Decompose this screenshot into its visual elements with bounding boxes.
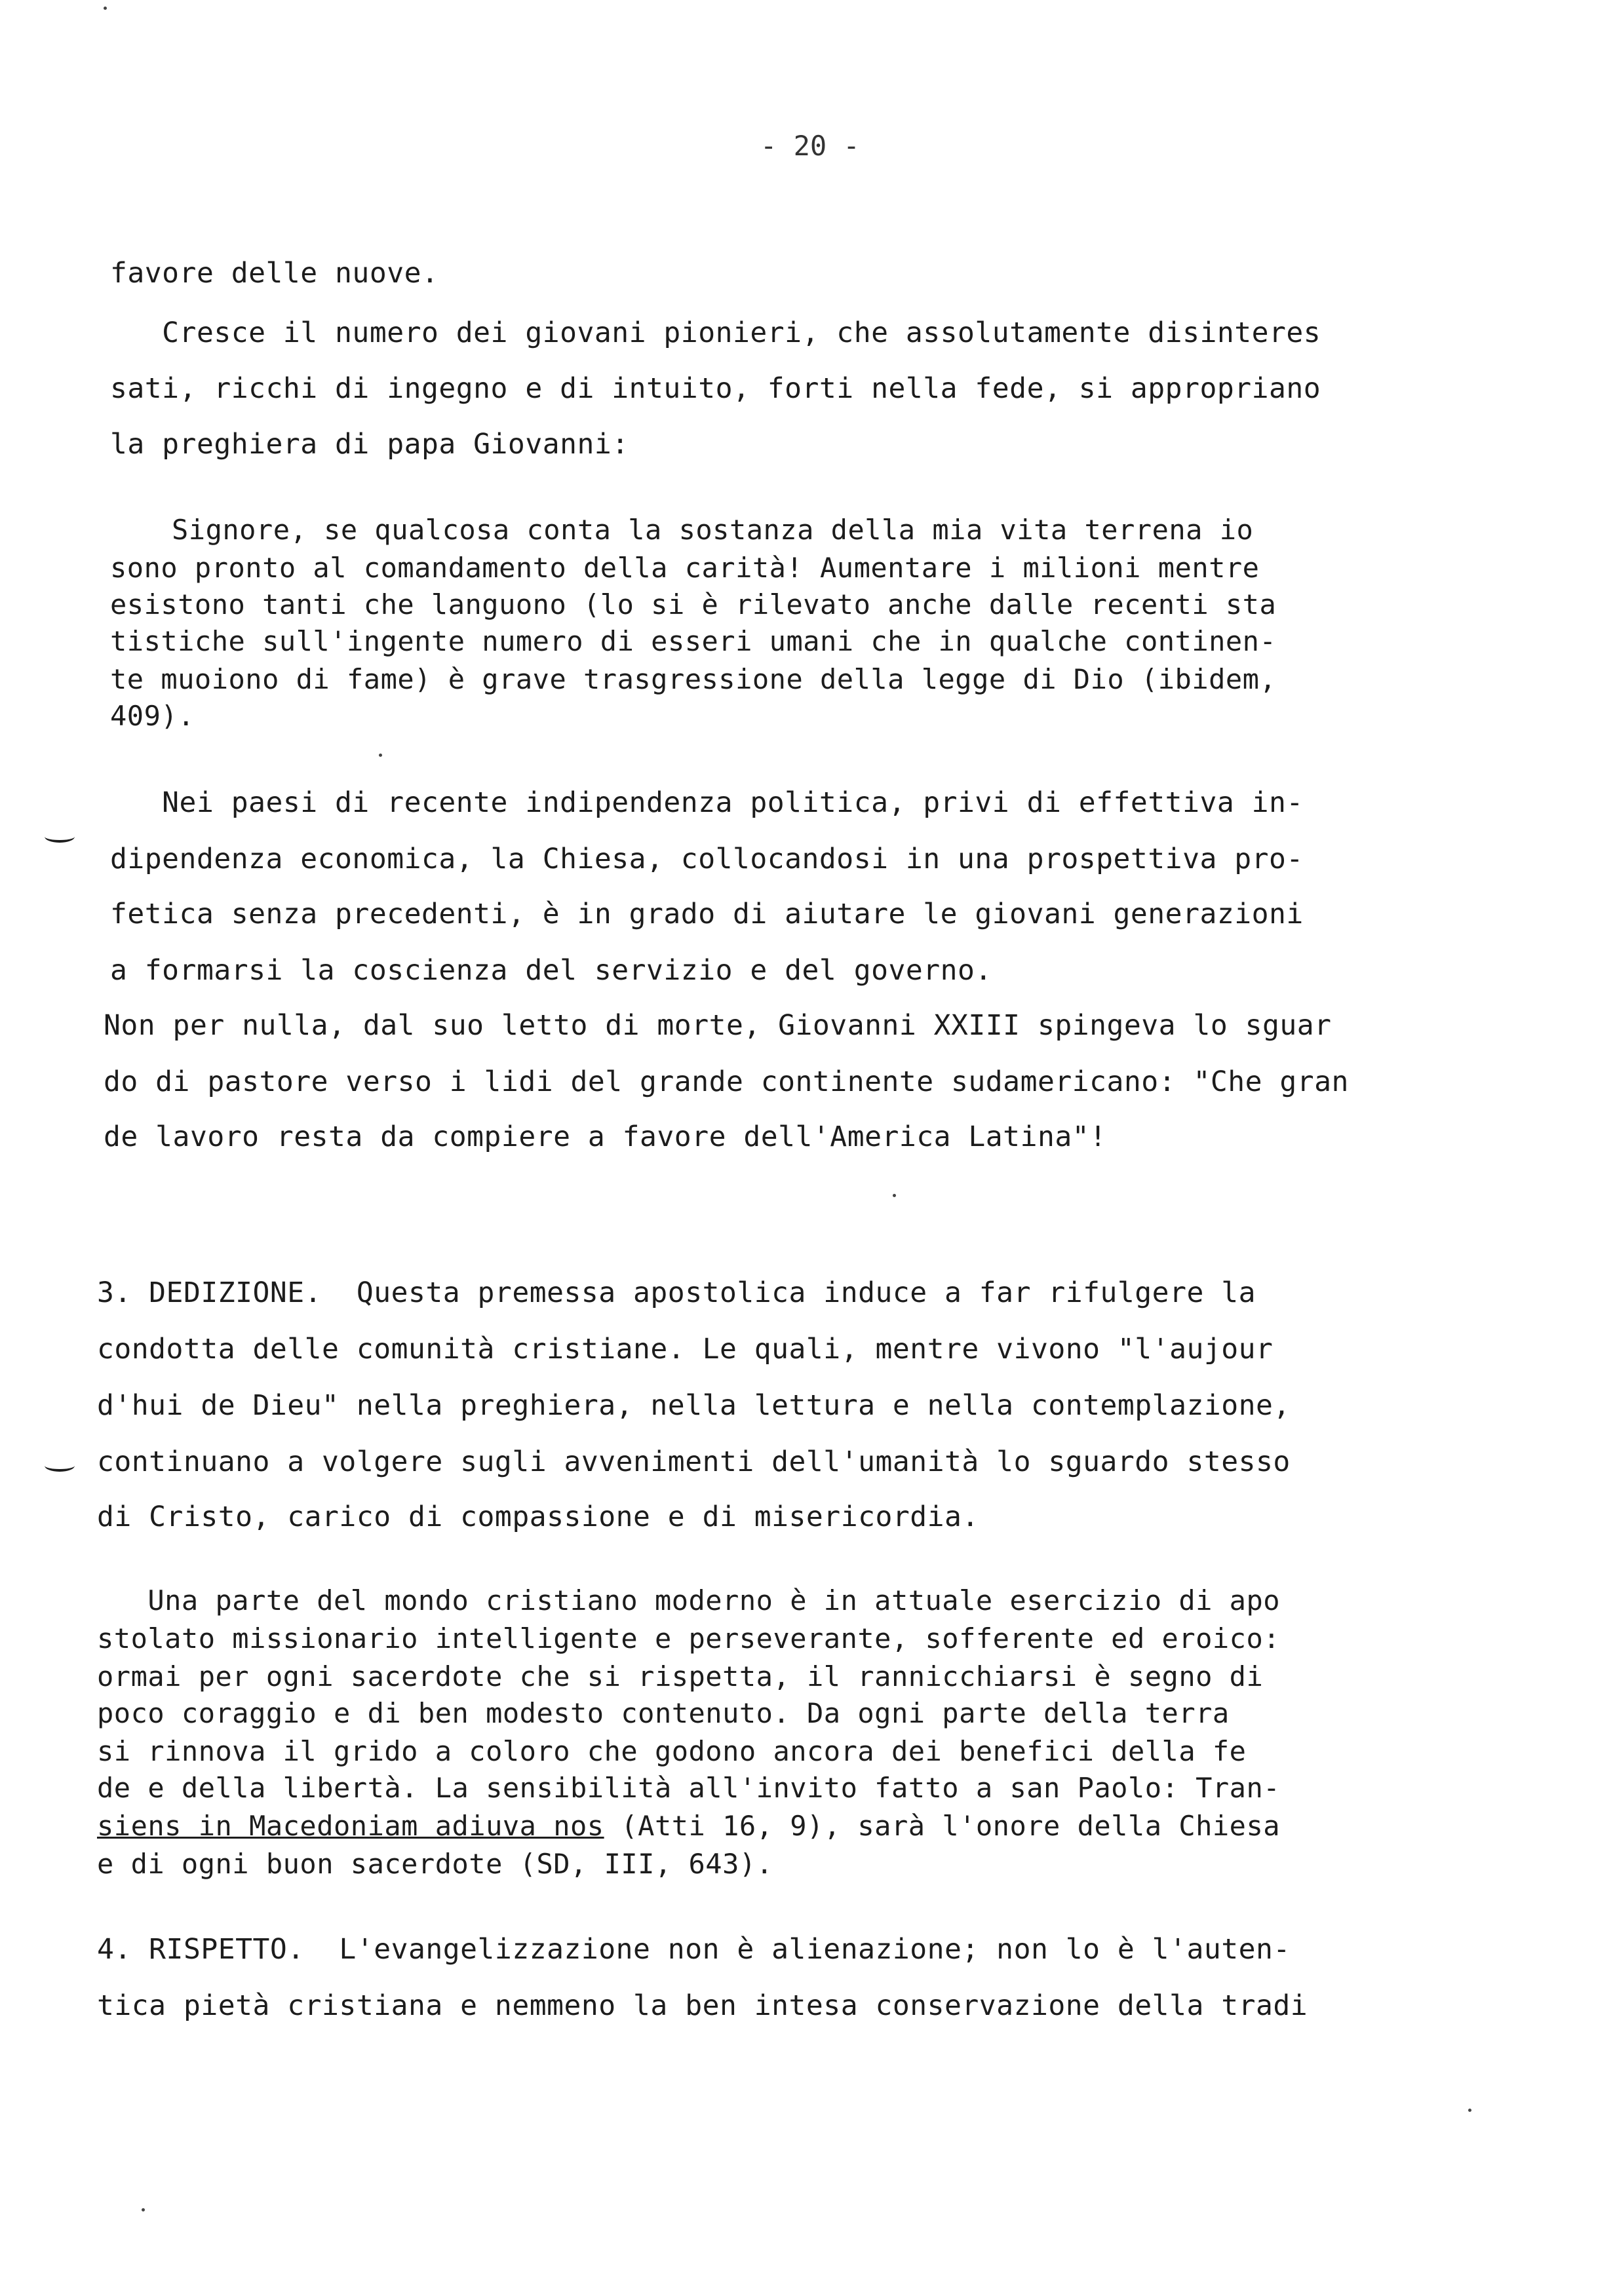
quote-line: te muoiono di fame) è grave trasgressione della legge di Dio (ibidem,: [110, 663, 1277, 695]
quote-line: esistono tanti che languono (lo si è rilevato anche dalle recenti sta: [110, 588, 1277, 621]
text-line: tica pietà cristiana e nemmeno la ben intesa conservazione della tradi: [97, 1989, 1308, 2022]
text-line: stolato missionario intelligente e perseverante, sofferente ed eroico:: [97, 1622, 1281, 1655]
text-line: e di ogni buon sacerdote (SD, III, 643).: [97, 1848, 773, 1880]
text-line: de e della libertà. La sensibilità all'invito fatto a san Paolo: Tran-: [97, 1772, 1281, 1804]
text-line: ormai per ogni sacerdote che si rispetta, il rannicchiarsi è segno di: [97, 1660, 1264, 1693]
text-line: poco coraggio e di ben modesto contenuto. Da ogni parte della terra: [97, 1697, 1230, 1729]
scan-speck: [1468, 2109, 1471, 2112]
section-heading-line: 4. RISPETTO. L'evangelizzazione non è alienazione; non lo è l'auten-: [97, 1933, 1291, 1966]
text-line: Una parte del mondo cristiano moderno è in attuale esercizio di apo: [97, 1584, 1281, 1617]
text-span: (Atti 16, 9), sarà l'onore della Chiesa: [604, 1810, 1281, 1842]
text-line: si rinnova il grido a coloro che godono ancora dei benefici della fe: [97, 1735, 1247, 1767]
text-line: Cresce il numero dei giovani pionieri, che assolutamente disinteres: [110, 316, 1321, 349]
margin-check-mark: [45, 827, 75, 843]
text-line: fetica senza precedenti, è in grado di aiutare le giovani generazioni: [110, 898, 1304, 930]
page-number: - 20 -: [760, 130, 860, 162]
quote-line: 409).: [110, 700, 195, 732]
text-line: condotta delle comunità cristiane. Le quali, mentre vivono "l'aujour: [97, 1333, 1274, 1366]
text-line: dipendenza economica, la Chiesa, collocandosi in una prospettiva pro-: [110, 843, 1304, 875]
text-line: continuano a volgere sugli avvenimenti dell'umanità lo sguardo stesso: [97, 1445, 1291, 1478]
margin-check-mark: [45, 1456, 75, 1472]
text-line: favore delle nuove.: [110, 257, 439, 290]
scan-speck: [142, 2208, 145, 2211]
text-line: a formarsi la coscienza del servizio e del governo.: [110, 954, 992, 987]
text-line: d'hui de Dieu" nella preghiera, nella lettura e nella contemplazione,: [97, 1389, 1291, 1422]
text-line: Nei paesi di recente indipendenza politica, privi di effettiva in-: [110, 786, 1304, 819]
scan-speck: [379, 754, 382, 757]
text-line-with-citation: [97, 1810, 1280, 1843]
scan-speck: [893, 1194, 896, 1197]
section-heading-line: 3. DEDIZIONE. Questa premessa apostolica induce a far rifulgere la: [97, 1276, 1256, 1309]
text-line: di Cristo, carico di compassione e di misericordia.: [97, 1501, 979, 1533]
text-line: Non per nulla, dal suo letto di morte, Giovanni XXIII spingeva lo sguar: [104, 1009, 1332, 1042]
latin-citation: siens in Macedoniam adiuva nos: [97, 1810, 604, 1842]
text-line: sati, ricchi di ingegno e di intuito, forti nella fede, si appropriano: [110, 372, 1321, 405]
quote-line: Signore, se qualcosa conta la sostanza della mia vita terrena io: [172, 514, 1254, 546]
text-line: la preghiera di papa Giovanni:: [110, 428, 629, 461]
text-line: de lavoro resta da compiere a favore dell'America Latina"!: [104, 1120, 1107, 1153]
quote-line: sono pronto al comandamento della carità! Aumentare i milioni mentre: [110, 552, 1260, 584]
scan-speck: [104, 7, 107, 10]
text-line: do di pastore verso i lidi del grande continente sudamericano: "Che gran: [104, 1065, 1349, 1098]
quote-line: tistiche sull'ingente numero di esseri umani che in qualche continen-: [110, 625, 1277, 657]
